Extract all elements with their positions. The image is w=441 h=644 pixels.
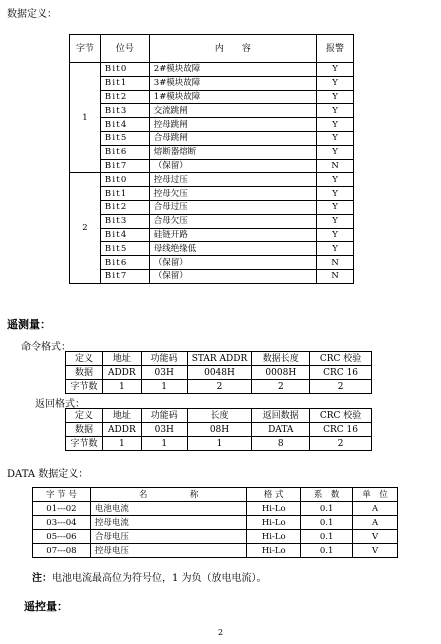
table-row <box>70 242 354 256</box>
section-title-telemetry: 遥测量： <box>7 318 51 331</box>
table-cell: 08H <box>187 423 252 437</box>
content-cell: 2#模块故障 <box>149 63 316 77</box>
bit-cell: Bit4 <box>100 118 149 132</box>
table-cell: 07---08 <box>33 544 91 558</box>
table-cell: 1 <box>141 437 187 451</box>
content-cell: 合母过压 <box>149 200 316 214</box>
table-cell: CRC 校验 <box>310 352 372 366</box>
row-label-cell: 数据 <box>66 366 103 380</box>
table-header-cell: 字 节 号 <box>33 488 91 502</box>
alarm-cell: Y <box>317 228 354 242</box>
table-cell: 8 <box>252 437 310 451</box>
table-cell: 1 <box>141 380 187 394</box>
content-cell: 合母跳闸 <box>149 131 316 145</box>
table-cell: V <box>353 530 398 544</box>
bit-cell: Bit3 <box>100 214 149 228</box>
table-cell: 03H <box>141 366 187 380</box>
bit-cell: Bit7 <box>100 269 149 283</box>
table-row <box>70 76 354 90</box>
table-cell: 1 <box>102 380 141 394</box>
table-cell: CRC 16 <box>310 423 372 437</box>
content-cell: （保留） <box>149 256 316 270</box>
table-cell: CRC 校验 <box>310 409 372 423</box>
alarm-cell: Y <box>317 200 354 214</box>
table-row <box>33 516 398 530</box>
alarm-cell: Y <box>317 173 354 187</box>
page-number: 2 <box>217 628 224 637</box>
alarm-cell: Y <box>317 90 354 104</box>
table-row <box>33 530 398 544</box>
content-cell: 熔断器熔断 <box>149 145 316 159</box>
return-format-table <box>65 408 372 451</box>
name-cell: 控母电压 <box>90 544 247 558</box>
table-header-row <box>70 35 354 63</box>
alarm-cell: N <box>317 269 354 283</box>
table-row <box>70 90 354 104</box>
table-cell: 返回数据 <box>252 409 310 423</box>
table-cell: CRC 16 <box>310 366 372 380</box>
table-header-cell: 名 称 <box>90 488 247 502</box>
alarm-cell: N <box>317 159 354 173</box>
note <box>32 569 267 584</box>
table-cell: Hi-Lo <box>247 502 301 516</box>
table-cell: 0048H <box>187 366 252 380</box>
table-row <box>70 214 354 228</box>
table-row <box>33 502 398 516</box>
table-cell: 01---02 <box>33 502 91 516</box>
table-cell: ADDR <box>102 366 141 380</box>
bit-cell: Bit0 <box>100 63 149 77</box>
alarm-cell: Y <box>317 187 354 201</box>
table-row <box>66 409 372 423</box>
table-header-cell: 内 容 <box>149 35 316 63</box>
row-label-cell: 定义 <box>66 352 103 366</box>
table-row <box>66 380 372 394</box>
table-cell: 2 <box>187 380 252 394</box>
status-bit-table <box>69 34 354 284</box>
table-cell: Hi-Lo <box>247 530 301 544</box>
table-cell: ADDR <box>102 423 141 437</box>
content-cell: 控母过压 <box>149 173 316 187</box>
section-title-remote-control: 遥控量： <box>24 600 68 613</box>
row-label-cell: 字节数 <box>66 380 103 394</box>
return-format-label: 返回格式： <box>35 399 85 410</box>
table-row <box>70 159 354 173</box>
table-cell: 03H <box>141 423 187 437</box>
table-cell: 1 <box>187 437 252 451</box>
bit-cell: Bit5 <box>100 242 149 256</box>
table-cell: DATA <box>252 423 310 437</box>
table-cell: 长度 <box>187 409 252 423</box>
table-cell: 2 <box>252 380 310 394</box>
table-row <box>66 437 372 451</box>
bit-cell: Bit4 <box>100 228 149 242</box>
table-cell: Hi-Lo <box>247 544 301 558</box>
table-cell: 0008H <box>252 366 310 380</box>
table-cell: 0.1 <box>301 502 353 516</box>
bit-cell: Bit3 <box>100 104 149 118</box>
table-cell: 2 <box>310 380 372 394</box>
table-cell: 地址 <box>102 352 141 366</box>
table-header-cell: 系 数 <box>301 488 353 502</box>
table-header-cell: 报警 <box>317 35 354 63</box>
table-cell: 功能码 <box>141 352 187 366</box>
content-cell: （保留） <box>149 269 316 283</box>
table-header-cell: 位号 <box>100 35 149 63</box>
bit-cell: Bit6 <box>100 256 149 270</box>
bit-cell: Bit2 <box>100 90 149 104</box>
alarm-cell: Y <box>317 214 354 228</box>
table-cell: 0.1 <box>301 516 353 530</box>
table-cell: Hi-Lo <box>247 516 301 530</box>
name-cell: 电池电流 <box>90 502 247 516</box>
command-format-label: 命令格式： <box>21 342 71 353</box>
content-cell: 硅链开路 <box>149 228 316 242</box>
table-cell: 0.1 <box>301 530 353 544</box>
table-row <box>70 200 354 214</box>
table-cell: 功能码 <box>141 409 187 423</box>
table-row <box>33 544 398 558</box>
row-label-cell: 定义 <box>66 409 103 423</box>
table-cell: A <box>353 502 398 516</box>
table-cell: 数据长度 <box>252 352 310 366</box>
table-cell: 0.1 <box>301 544 353 558</box>
name-cell: 合母电压 <box>90 530 247 544</box>
table-cell: 05---06 <box>33 530 91 544</box>
bit-cell: Bit1 <box>100 187 149 201</box>
note-text: 电池电流最高位为符号位，1 为负（放电电流）。 <box>52 573 267 584</box>
content-cell: 交流跳闸 <box>149 104 316 118</box>
byte-number-cell: 2 <box>70 173 101 283</box>
data-definition-table <box>32 487 398 558</box>
alarm-cell: N <box>317 256 354 270</box>
bit-cell: Bit7 <box>100 159 149 173</box>
table-header-cell: 格 式 <box>247 488 301 502</box>
content-cell: 母线绝缘低 <box>149 242 316 256</box>
table-cell: 地址 <box>102 409 141 423</box>
table-row <box>70 118 354 132</box>
table-row <box>70 256 354 270</box>
byte-number-cell: 1 <box>70 63 101 173</box>
table-header-cell: 字节 <box>70 35 101 63</box>
table-row <box>70 269 354 283</box>
table-cell: 2 <box>310 437 372 451</box>
table-cell: V <box>353 544 398 558</box>
alarm-cell: Y <box>317 63 354 77</box>
bit-cell: Bit5 <box>100 131 149 145</box>
bit-cell: Bit2 <box>100 200 149 214</box>
section-title-data-definition: 数据定义： <box>7 9 57 20</box>
table-header-row <box>33 488 398 502</box>
table-row <box>70 173 354 187</box>
table-row <box>70 131 354 145</box>
content-cell: 控母跳闸 <box>149 118 316 132</box>
content-cell: 合母欠压 <box>149 214 316 228</box>
table-row <box>70 145 354 159</box>
alarm-cell: Y <box>317 131 354 145</box>
table-row <box>66 423 372 437</box>
row-label-cell: 数据 <box>66 423 103 437</box>
alarm-cell: Y <box>317 118 354 132</box>
table-cell: A <box>353 516 398 530</box>
table-row <box>70 187 354 201</box>
table-row <box>66 366 372 380</box>
row-label-cell: 字节数 <box>66 437 103 451</box>
table-cell: STAR ADDR <box>187 352 252 366</box>
data-definition-label: DATA 数据定义： <box>7 469 89 480</box>
alarm-cell: Y <box>317 242 354 256</box>
table-header-cell: 单 位 <box>353 488 398 502</box>
content-cell: （保留） <box>149 159 316 173</box>
command-format-table <box>65 351 372 394</box>
table-row <box>70 104 354 118</box>
table-cell: 1 <box>102 437 141 451</box>
table-row <box>70 63 354 77</box>
name-cell: 控母电流 <box>90 516 247 530</box>
alarm-cell: Y <box>317 145 354 159</box>
bit-cell: Bit1 <box>100 76 149 90</box>
bit-cell: Bit6 <box>100 145 149 159</box>
table-row <box>66 352 372 366</box>
content-cell: 控母欠压 <box>149 187 316 201</box>
table-row <box>70 228 354 242</box>
alarm-cell: Y <box>317 104 354 118</box>
content-cell: 3#模块故障 <box>149 76 316 90</box>
table-cell: 03---04 <box>33 516 91 530</box>
bit-cell: Bit0 <box>100 173 149 187</box>
alarm-cell: Y <box>317 76 354 90</box>
note-prefix: 注： <box>32 573 52 584</box>
content-cell: 1#模块故障 <box>149 90 316 104</box>
